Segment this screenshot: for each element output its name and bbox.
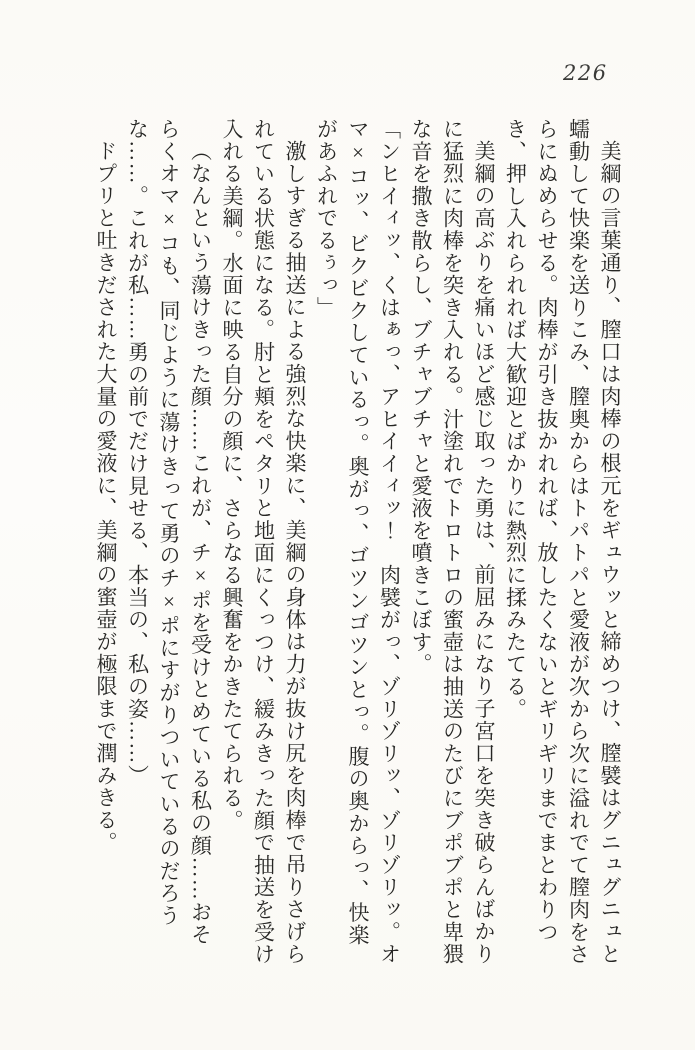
- paragraph-3-dialogue: 「ンヒイィッ、くはぁっ、アヒイイィッ！ 肉襞がっ、ゾリゾリッ、ゾリゾリッ。オマ×コッ、ビクビクしているっ。奥がっ、ゴツンゴツンとっ。腹の奥からっ、快楽があふれでるぅっ」: [314, 118, 402, 966]
- paragraph-6: ドプリと吐きだされた大量の愛液に、美綱の蜜壺が極限まで潤みきる。: [94, 140, 118, 854]
- paragraph-5-inner-monologue: （なんという蕩けきった顔……これが、チ×ポを受けとめている私の顔……おそらくオマ×コも、同じように蕩けきって勇のチ×ポにすがりついているのだろうな……。これが私……勇の前でだけ見せる、本当の、私の姿……）: [125, 118, 213, 946]
- paragraph-2: 美綱の高ぶりを痛いほど感じ取った勇は、前屈みになり子宮口を突き破らんばかりに猛烈に肉棒を突き入れる。汁塗れでトロトロの蜜壺は抽送のたびにブポブポと卑猥な音を撒き散らし、ブチャブチャと愛液を噴きこぼす。: [409, 118, 496, 966]
- body-text: [85, 118, 625, 968]
- page-number: 226: [563, 61, 608, 85]
- paragraph-4: 激しすぎる抽送による強烈な快楽に、美綱の身体は力が抜け尻を肉棒で吊りさげられている状態になる。肘と頬をペタリと地面にくっつけ、緩みきった顔で抽送を受け入れる美綱。水面に映る自分の顔に、さらなる興奮をかきたてられる。: [220, 118, 307, 966]
- paragraph-1: 美綱の言葉通り、膣口は肉棒の根元をギュウッと締めつけ、膣襞はグニュグニュと蠕動して快楽を送りこみ、膣奥からはトパトパと愛液が次から次に溢れでて膣肉をさらにぬめらせる。肉棒が引き抜かれれば、放したくないとギリギリまでまとわりつき、押し入れられれば大歓迎とばかりに熱烈に揉みたてる。: [503, 118, 622, 966]
